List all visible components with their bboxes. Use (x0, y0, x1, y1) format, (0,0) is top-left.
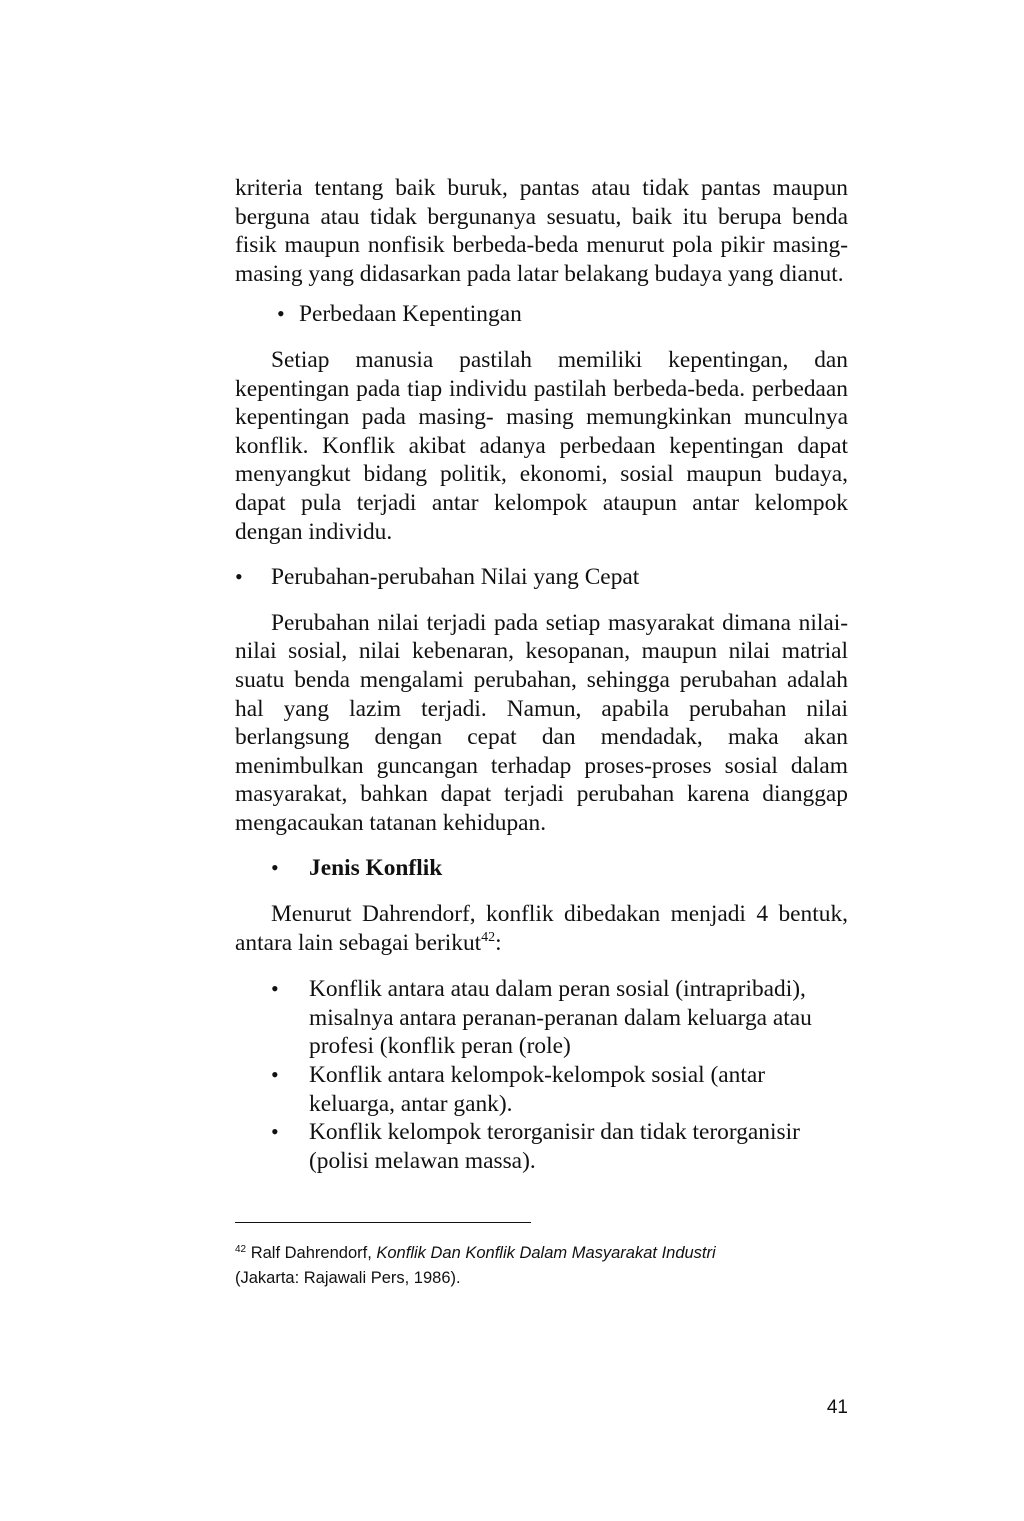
list-item (235, 1118, 848, 1175)
page-number: 41 (826, 1397, 848, 1418)
footnote-publication: (Jakarta: Rajawali Pers, 1986). (235, 1269, 461, 1287)
bullet-icon: • (235, 564, 243, 590)
list-item-text: Konflik antara kelompok-kelompok sosial (antar keluarga, antar gank). (309, 1062, 765, 1117)
list-item (235, 1061, 848, 1118)
konflik-list (235, 975, 848, 1175)
footnote-number: 42 (235, 1244, 247, 1255)
bullet-jenis-konflik (235, 854, 848, 883)
paragraph-end: : (495, 929, 502, 956)
page-body (235, 174, 848, 1175)
bullet-label: Perubahan-perubahan Nilai yang Cepat (271, 564, 640, 591)
bullet-icon: • (271, 1062, 279, 1088)
list-item-text: Konflik kelompok terorganisir dan tidak terorganisir (polisi melawan massa). (309, 1119, 800, 1174)
footnote-reference[interactable]: 42 (481, 929, 496, 945)
bullet-label: Perbedaan Kepentingan (299, 301, 522, 328)
bullet-icon: • (271, 976, 279, 1002)
paragraph-perubahan-nilai: Perubahan nilai terjadi pada setiap masyarakat dimana nilai-nilai sosial, nilai kebenaran, kesopanan, maupun nilai matrial suatu benda mengalami perubahan, sehingga perubahan adalah hal yang lazim terjadi. Namun, apabila perubahan nilai berlangsung dengan cepat dan mendadak, maka akan menimbulkan guncangan terhadap proses-proses sosial dalam masyarakat, bahkan dapat terjadi perubahan karena dianggap mengacaukan tatanan kehidupan. (235, 609, 848, 836)
footnote-author: Ralf Dahrendorf, (250, 1244, 377, 1262)
bullet-perbedaan-kepentingan (235, 300, 848, 329)
bullet-icon: • (271, 1119, 279, 1145)
bullet-perubahan-nilai (235, 563, 848, 592)
footnote-title: Konflik Dan Konflik Dalam Masyarakat Industri (376, 1244, 716, 1262)
paragraph-dahrendorf (235, 900, 848, 957)
section-heading: Jenis Konflik (309, 855, 443, 882)
paragraph-text: Menurut Dahrendorf, konflik dibedakan menjadi 4 bentuk, antara lain sebagai berikut (235, 901, 848, 956)
footnote-divider (235, 1222, 531, 1223)
list-item (235, 975, 848, 1061)
footnote (235, 1237, 835, 1291)
bullet-icon: • (277, 301, 285, 327)
list-item-text: Konflik antara atau dalam peran sosial (intrapribadi), misalnya antara peranan-peranan dalam keluarga atau profesi (konflik peran (role) (309, 976, 812, 1060)
paragraph-kepentingan: Setiap manusia pastilah memiliki kepentingan, dan kepentingan pada tiap individu pastilah berbeda-beda. perbedaan kepentingan pada masing- masing memungkinkan munculnya konflik. Konflik akibat adanya perbedaan kepentingan dapat menyangkut bidang politik, ekonomi, sosial maupun budaya, dapat pula terjadi antar kelompok ataupun antar kelompok dengan individu. (235, 346, 848, 545)
paragraph-kriteria: kriteria tentang baik buruk, pantas atau tidak pantas maupun berguna atau tidak bergunanya sesuatu, baik itu berupa benda fisik maupun nonfisik berbeda-beda menurut pola pikir masing-masing yang didasarkan pada latar belakang budaya yang dianut. (235, 175, 848, 287)
bullet-icon: • (271, 855, 279, 881)
